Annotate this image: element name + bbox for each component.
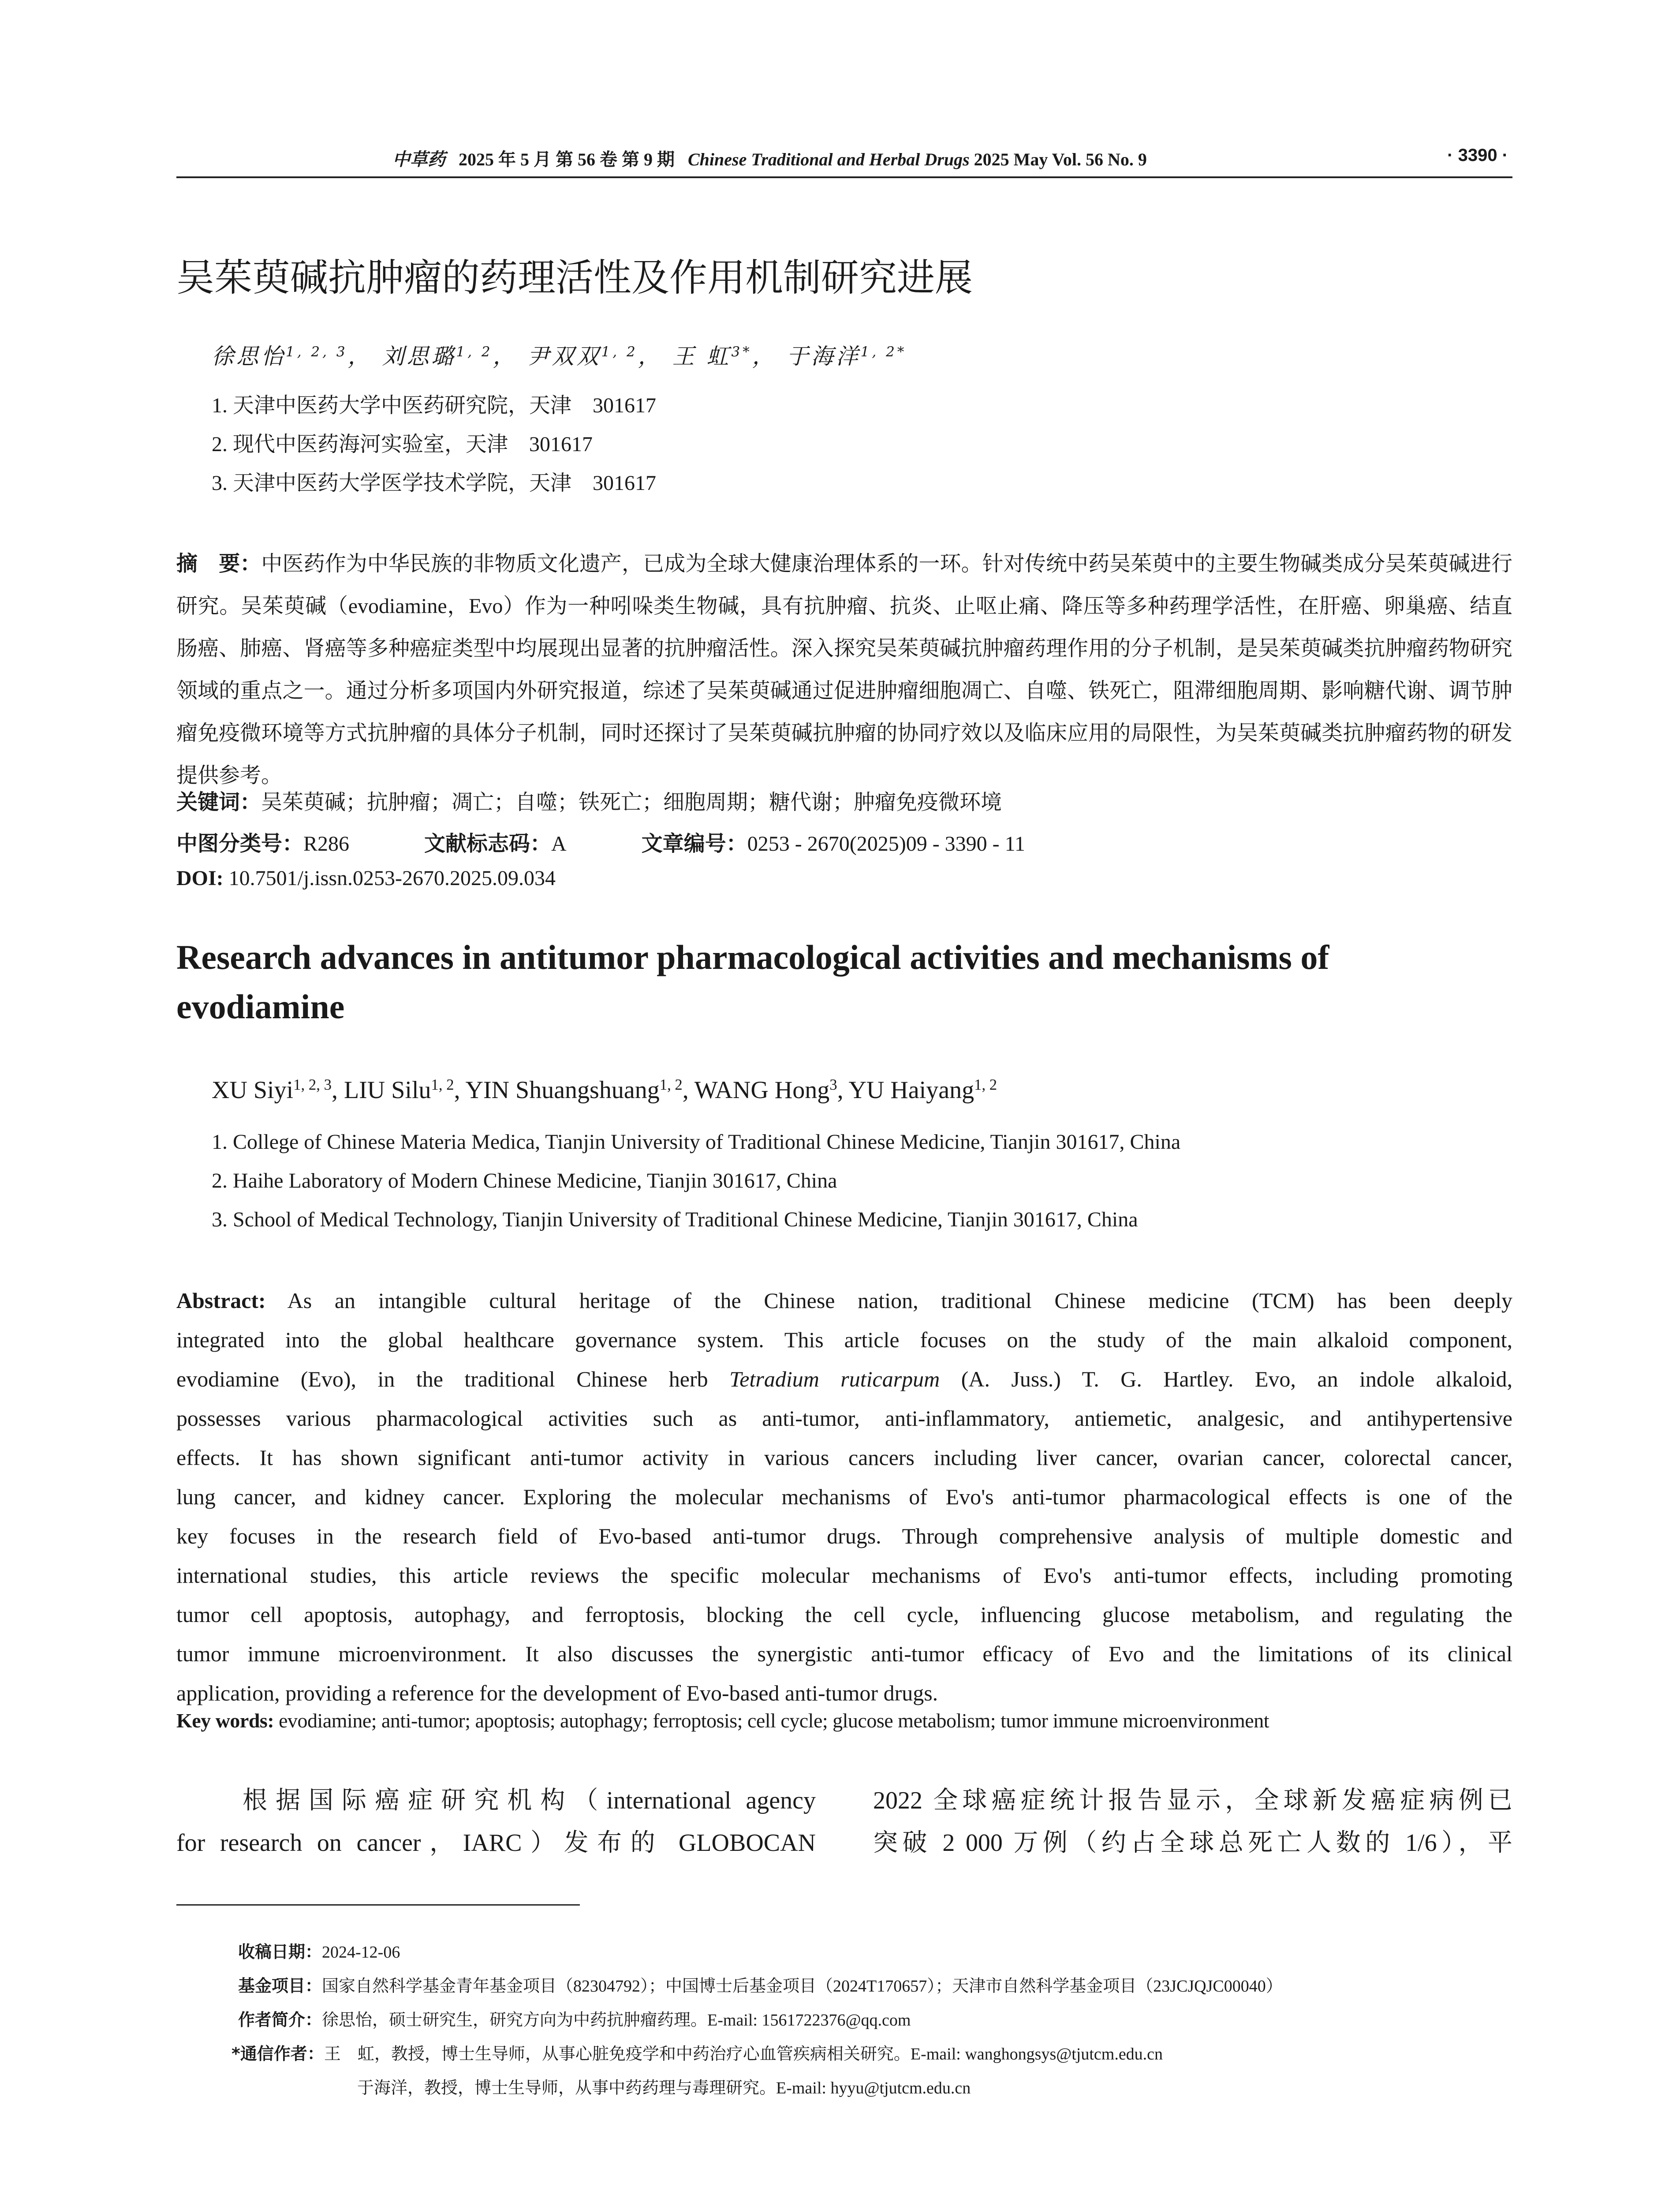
footnote-funding: 基金项目：国家自然科学基金青年基金项目（82304792）；中国博士后基金项目（2024T170657）；天津市自然科学基金项目（23JCJQJC00040） xyxy=(238,1976,1283,1996)
keywords-en xyxy=(176,1709,1269,1732)
abstract-en-line: Abstract: As an intangible cultural heritage of the Chinese nation, traditional Chinese medicine (TCM) has been deeply xyxy=(176,1288,1512,1313)
abstract-en xyxy=(176,1281,1512,1713)
author-cn: 尹双双$^{1, 2}$， xyxy=(527,344,663,369)
article-title-en: Research advances in antitumor pharmacological activities and mechanisms of evodiamine xyxy=(176,938,1329,1026)
page-number: · 3390 · xyxy=(1447,146,1508,165)
journal-name-en: Chinese Traditional and Herbal Drugs xyxy=(688,149,970,169)
author-cn: 王 虹$^{3*}$， xyxy=(672,344,777,369)
doi-line xyxy=(176,866,556,890)
keywords-cn-label: 关键词： xyxy=(176,790,261,815)
footnote-author-bio: 作者简介：徐思怡，硕士研究生，研究方向为中药抗肿瘤药理。E-mail: 1561722376@qq.com xyxy=(238,2010,911,2029)
body-column-left xyxy=(176,1779,816,1864)
classification-line xyxy=(176,826,1025,857)
doc-code-value: A xyxy=(551,832,567,856)
doi-label: DOI: xyxy=(176,867,224,890)
issue-info-cn: 2025 年 5 月 第 56 卷 第 9 期 xyxy=(459,149,675,169)
abstract-en-line: tumor immune microenvironment. It also discusses the synergistic anti-tumor efficacy of Evo and the limitations of its clinical xyxy=(176,1641,1512,1666)
affiliation-en: 1. College of Chinese Materia Medica, Tianjin University of Traditional Chinese Medicine, Tianjin 301617, China xyxy=(212,1130,1181,1154)
footnote-divider xyxy=(176,1904,580,1906)
abstract-en-line: international studies, this article reviews the specific molecular mechanisms of Evo's anti-tumor effects, including promoting xyxy=(176,1563,1512,1588)
abstract-en-line: application, providing a reference for the development of Evo-based anti-tumor drugs. xyxy=(176,1681,938,1705)
doi-value: 10.7501/j.issn.0253-2670.2025.09.034 xyxy=(228,867,556,890)
body-column-right xyxy=(873,1779,1512,1864)
abstract-en-line: possesses various pharmacological activities such as anti-tumor, anti-inflammatory, antiemetic, analgesic, and antihypertensive xyxy=(176,1406,1512,1431)
abstract-en-label: Abstract: xyxy=(176,1288,266,1313)
abstract-en-line: evodiamine (Evo), in the traditional Chinese herb Tetradium ruticarpum (A. Juss.) T. G. Hartley. Evo, an indole alkaloid, xyxy=(176,1367,1512,1391)
running-header xyxy=(176,146,1512,178)
author-en: LIU Silu$^{1, 2}$, xyxy=(343,1076,466,1104)
keywords-en-label: Key words: xyxy=(176,1709,274,1732)
affiliation-cn: 3. 天津中医药大学医学技术学院，天津 301617 xyxy=(212,471,657,495)
affiliation-en: 3. School of Medical Technology, Tianjin University of Traditional Chinese Medicine, Tianjin 301617, China xyxy=(212,1208,1138,1231)
keywords-cn xyxy=(176,785,1002,815)
clc-value: R286 xyxy=(303,832,350,856)
article-number-value: 0253 - 2670(2025)09 - 3390 - 11 xyxy=(747,832,1025,856)
body-line: 2022 全球癌症统计报告显示，全球新发癌症病例已 xyxy=(873,1787,1512,1814)
abstract-en-line: tumor cell apoptosis, autophagy, and ferroptosis, blocking the cell cycle, influencing glucose metabolism, and regulating the xyxy=(176,1602,1512,1627)
species-name: Tetradium ruticarpum xyxy=(729,1367,940,1391)
abstract-cn xyxy=(176,542,1512,797)
abstract-cn-label: 摘 要： xyxy=(176,551,261,576)
abstract-cn-text: 中医药作为中华民族的非物质文化遗产，已成为全球大健康治理体系的一环。针对传统中药吴茱萸中的主要生物碱类成分吴茱萸碱进行研究。吴茱萸碱（evodiamine，Evo）作为一种吲哚类生物碱，具有抗肿瘤、抗炎、止呕止痛、降压等多种药理学活性，在肝癌、卵巢癌、结直肠癌、肺癌、肾癌等多种癌症类型中均展现出显著的抗肿瘤活性。深入探究吴茱萸碱抗肿瘤药理作用的分子机制，是吴茱萸碱类抗肿瘤药物研究领域的重点之一。通过分析多项国内外研究报道，综述了吴茱萸碱通过促进肿瘤细胞凋亡、自噬、铁死亡，阻滞细胞周期、影响糖代谢、调节肿瘤免疫微环境等方式抗肿瘤的具体分子机制，同时还探讨了吴茱萸碱抗肿瘤的协同疗效以及临床应用的局限性，为吴茱萸碱类抗肿瘤药物的研发提供参考。 xyxy=(176,552,1512,787)
affiliation-cn: 2. 现代中医药海河实验室，天津 301617 xyxy=(212,433,593,456)
footnote-received: 收稿日期：2024-12-06 xyxy=(238,1942,400,1962)
author-en: WANG Hong$^3$, xyxy=(694,1076,849,1104)
author-list-cn xyxy=(212,339,907,370)
author-list-en xyxy=(212,1076,997,1104)
abstract-en-line: integrated into the global healthcare governance system. This article focuses on the study of the main alkaloid component, xyxy=(176,1327,1512,1352)
abstract-en-line: lung cancer, and kidney cancer. Exploring the molecular mechanisms of Evo's anti-tumor pharmacological effects is one of the xyxy=(176,1484,1512,1509)
keywords-cn-text: 吴茱萸碱；抗肿瘤；凋亡；自噬；铁死亡；细胞周期；糖代谢；肿瘤免疫微环境 xyxy=(261,791,1002,814)
footnote-corresponding: *通信作者：王 虹，教授，博士生导师，从事心脏免疫学和中药治疗心血管疾病相关研究。E-mail: wanghongsys@tjutcm.edu.cn xyxy=(231,2044,1163,2063)
journal-info xyxy=(392,146,1147,171)
doc-code-label: 文献标志码： xyxy=(424,831,552,856)
abstract-en-line: effects. It has shown significant anti-tumor activity in various cancers including liver cancer, ovarian cancer, colorectal cancer, xyxy=(176,1445,1512,1470)
author-cn: 于海洋$^{1, 2*}$ xyxy=(786,344,907,369)
article-number-label: 文章编号： xyxy=(641,831,747,856)
body-line: 根据国际癌症研究机构（international agency xyxy=(176,1787,816,1814)
issue-info-en: 2025 May Vol. 56 No. 9 xyxy=(974,149,1147,169)
footnote-corresponding-2: 于海洋，教授，博士生导师，从事中药药理与毒理研究。E-mail: hyyu@tjutcm.edu.cn xyxy=(357,2079,971,2097)
body-line: for research on cancer，IARC）发布的 GLOBOCAN xyxy=(176,1829,816,1857)
affiliation-cn: 1. 天津中医药大学中医药研究院，天津 301617 xyxy=(212,394,657,417)
journal-brand: 中草药 xyxy=(392,149,445,170)
body-line: 突破 2 000 万例（约占全球总死亡人数的 1/6），平 xyxy=(873,1829,1512,1857)
author-en: XU Siyi$^{1, 2, 3}$, xyxy=(212,1076,344,1104)
author-en: YU Haiyang$^{1, 2}$ xyxy=(848,1076,997,1104)
keywords-en-text: evodiamine; anti-tumor; apoptosis; autophagy; ferroptosis; cell cycle; glucose metabolism; tumor immune microenvironment xyxy=(274,1709,1269,1732)
article-title-cn: 吴茱萸碱抗肿瘤的药理活性及作用机制研究进展 xyxy=(176,256,973,300)
author-cn: 刘思璐$^{1, 2}$， xyxy=(382,344,518,369)
clc-label: 中图分类号： xyxy=(176,831,304,856)
abstract-en-line: key focuses in the research field of Evo-based anti-tumor drugs. Through comprehensive analysis of multiple domestic and xyxy=(176,1524,1512,1548)
author-en: YIN Shuangshuang$^{1, 2}$, xyxy=(465,1076,694,1104)
affiliation-en: 2. Haihe Laboratory of Modern Chinese Medicine, Tianjin 301617, China xyxy=(212,1169,837,1192)
author-cn: 徐思怡$^{1, 2, 3}$， xyxy=(212,344,373,369)
